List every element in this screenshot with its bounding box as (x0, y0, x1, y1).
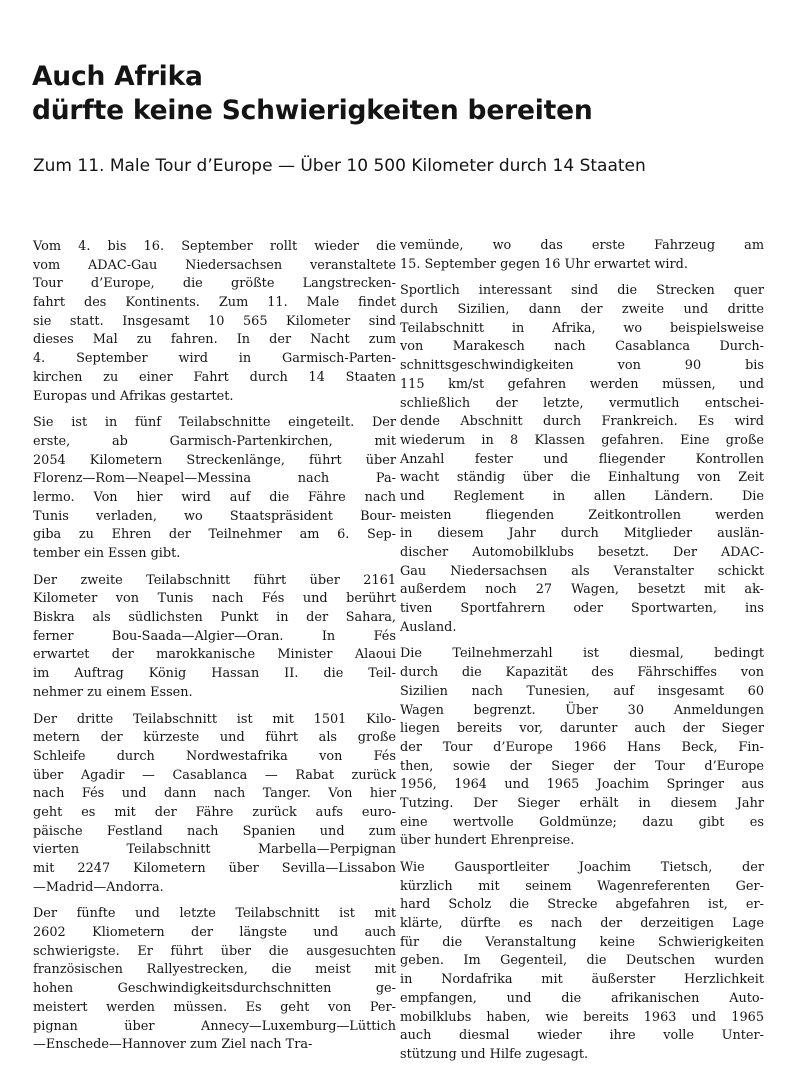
text-line: in Nordafrika mit äußerster Herzlichkeit (400, 972, 764, 988)
text-line: —Enschede—Hannover zum Ziel nach Tra- (33, 1037, 313, 1053)
text-line: vemünde, wo das erste Fahrzeug am (400, 238, 764, 253)
text-line: Teilabschnitt in Afrika, wo beispielsweise (400, 320, 764, 336)
text-line: erwartet der marokkanische Minister Alaoui (33, 647, 396, 663)
text-line: sie statt. Insgesamt 10 565 Kilometer sind (33, 313, 396, 329)
text-line: über hundert Ehrenpreise. (400, 833, 575, 849)
text-line: Der dritte Teilabschnitt ist mit 1501 Kilo- (33, 711, 396, 727)
text-line: fahrt des Kontinents. Zum 11. Male findet (33, 295, 396, 311)
text-line: nehmer zu einem Essen. (33, 684, 193, 700)
text-line: durch Sizilien, dann der zweite und dritte (400, 302, 764, 318)
text-line: klärte, dürfte es nach der derzeitigen Lage (400, 916, 764, 932)
text-line: Ausland. (400, 619, 457, 635)
article-subheadline: Zum 11. Male Tour d’Europe — Über 10 500 Kilometer durch 14 Staaten (33, 156, 646, 176)
text-line: Tutzing. Der Sieger erhält in diesem Jahr (400, 795, 764, 811)
text-line: Der zweite Teilabschnitt führt über 2161 (33, 572, 396, 588)
text-line: 1956, 1964 und 1965 Joachim Springer aus (400, 777, 764, 793)
text-line: mit 2247 Kilometern über Sevilla—Lissabon (33, 861, 396, 876)
text-line: Anzahl fester und fliegender Kontrollen (400, 451, 764, 467)
text-line: schließlich der letzte, vermutlich entschei- (400, 395, 764, 411)
text-line: empfangen, und die afrikanischen Auto- (400, 990, 764, 1006)
article-headline (32, 60, 593, 128)
text-line: für die Veranstaltung keine Schwierigkeiten (400, 934, 764, 950)
text-line: then, sowie der Sieger der Tour d’Europe (400, 758, 764, 774)
text-line: über Agadir — Casablanca — Rabat zurück (33, 767, 396, 783)
text-line: meistert werden müssen. Es geht von Per- (33, 999, 396, 1015)
text-line: Schleife durch Nordwestafrika von Fés (33, 748, 396, 764)
text-line: lermo. Von hier wird auf die Fähre nach (33, 489, 396, 505)
text-line: wiederum in 8 Klassen gefahren. Eine große (400, 432, 764, 448)
text-line: Sie ist in fünf Teilabschnitte eingeteilt. Der (33, 415, 396, 431)
text-line: kürzlich mit seinem Wagenreferenten Ger- (400, 878, 764, 894)
text-line: metern der kürzeste und führt als große (33, 730, 396, 746)
text-line: hard Scholz die Strecke abgefahren ist, er- (400, 897, 764, 913)
text-line: 15. September gegen 16 Uhr erwartet wird. (400, 256, 688, 272)
text-line: vom ADAC-Gau Niedersachsen veranstaltete (33, 257, 396, 273)
text-line: Sportlich interessant sind die Strecken quer (400, 283, 764, 299)
text-line: discher Automobilklubs besetzt. Der ADAC- (400, 545, 764, 560)
text-line: Tunis verladen, wo Staatspräsident Bour- (33, 508, 396, 524)
paragraph (33, 238, 396, 406)
text-line: im Auftrag König Hassan II. die Teil- (33, 666, 396, 682)
text-line: durch die Kapazität des Fährschiffes von (400, 665, 764, 681)
text-line: schwierigste. Er führt über die ausgesuchten (33, 943, 396, 959)
left-text-column (33, 238, 396, 1063)
text-line: 2602 Kliometern der längste und auch (33, 925, 396, 941)
text-line: Tour d’Europe, die größte Langstrecken- (33, 276, 396, 292)
text-line: päische Festland nach Spanien und zum (33, 823, 396, 839)
text-line: meisten fliegenden Zeitkontrollen werden (400, 507, 764, 523)
text-line: erste, ab Garmisch-Partenkirchen, mit (33, 433, 396, 449)
text-line: Der fünfte und letzte Teilabschnitt ist mit (33, 906, 396, 922)
headline-line-1: Auch Afrika (32, 61, 203, 92)
text-line: geht es mit der Fähre zurück aufs euro- (33, 804, 396, 820)
text-line: —Madrid—Andorra. (33, 879, 164, 895)
text-line: Gau Niedersachsen als Veranstalter schickt (400, 563, 764, 579)
text-line: Florenz—Rom—Neapel—Messina nach Pa- (33, 471, 396, 487)
paragraph (400, 282, 764, 637)
text-line: Wie Gausportleiter Joachim Tietsch, der (400, 860, 764, 875)
text-line: Wagen begrenzt. Über 30 Anmeldungen (400, 702, 764, 718)
text-line: vierten Teilabschnitt Marbella—Perpignan (33, 842, 396, 858)
text-line: und Reglement in allen Ländern. Die (400, 488, 764, 504)
text-line: Biskra als südlichsten Punkt in der Sahara, (33, 610, 396, 626)
text-line: dende Abschnitt durch Frankreich. Es wird (400, 414, 764, 430)
text-line: Vom 4. bis 16. September rollt wieder die (33, 239, 396, 254)
text-line: 2054 Kilometern Streckenlänge, führt über (33, 452, 396, 468)
text-line: hohen Geschwindigkeitsdurchschnitten ge- (33, 981, 396, 997)
paragraph (33, 572, 396, 703)
text-line: geben. Im Gegenteil, die Deutschen wurden (400, 953, 764, 969)
paragraph (33, 711, 396, 898)
text-line: Sizilien nach Tunesien, auf insgesamt 60 (400, 683, 764, 699)
text-line: tember ein Essen gibt. (33, 546, 181, 561)
text-line: außerdem noch 27 Wagen, besetzt mit ak- (400, 582, 764, 598)
paragraph (33, 905, 396, 1055)
text-line: Europas und Afrikas gestartet. (33, 388, 234, 404)
text-line: ferner Bou-Saada—Algier—Oran. In Fés (33, 628, 396, 644)
headline-line-2: dürfte keine Schwierigkeiten bereiten (32, 95, 593, 126)
text-line: in diesem Jahr durch Mitglieder auslän- (400, 526, 764, 542)
right-text-column (400, 237, 764, 1073)
text-line: eine wertvolle Goldmünze; dazu gibt es (400, 814, 764, 830)
text-line: pignan über Annecy—Luxemburg—Lüttich (33, 1018, 396, 1034)
text-line: schnittsgeschwindigkeiten von 90 bis (400, 358, 764, 374)
text-line: Kilometer von Tunis nach Fés und berührt (33, 591, 396, 607)
paragraph (400, 859, 764, 1065)
text-line: tiven Sportfahrern oder Sportwarten, ins (400, 601, 764, 617)
paragraph (400, 237, 764, 274)
text-line: giba zu Ehren der Teilnehmer am 6. Sep- (33, 527, 396, 543)
paragraph (400, 645, 764, 851)
text-line: mobilklubs haben, wie bereits 1963 und 1965 (400, 1009, 764, 1025)
text-line: liegen bereits vor, darunter auch der Sieger (400, 721, 764, 737)
text-line: kirchen zu einer Fahrt durch 14 Staaten (33, 369, 396, 385)
text-line: dieses Mal zu fahren. In der Nacht zum (33, 332, 396, 348)
text-line: 115 km/st gefahren werden müssen, und (400, 376, 764, 392)
paragraph (33, 414, 396, 564)
text-line: französischen Rallyestrecken, die meist mit (33, 962, 396, 978)
text-line: Die Teilnehmerzahl ist diesmal, bedingt (400, 646, 764, 662)
text-line: nach Fés und dann nach Tanger. Von hier (33, 786, 396, 802)
text-line: von Marakesch nach Casablanca Durch- (400, 339, 764, 355)
text-line: wacht ständig über die Einhaltung von Zeit (400, 470, 764, 486)
text-line: 4. September wird in Garmisch-Parten- (33, 351, 396, 367)
text-line: stützung und Hilfe zugesagt. (400, 1046, 589, 1062)
text-line: auch diesmal wieder ihre volle Unter- (400, 1028, 764, 1044)
text-line: der Tour d’Europe 1966 Hans Beck, Fin- (400, 739, 764, 755)
